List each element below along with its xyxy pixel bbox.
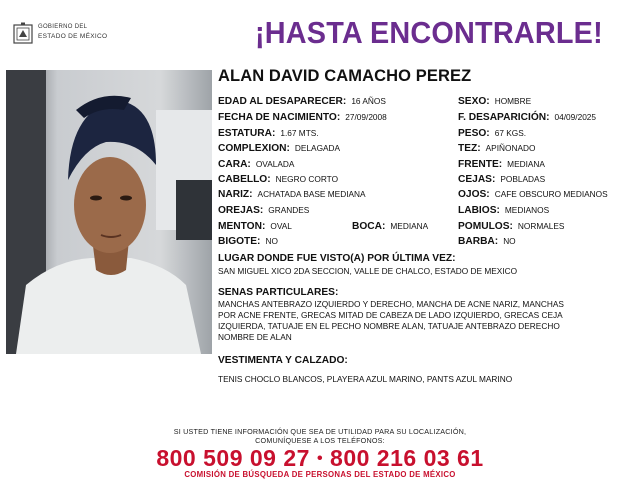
distinguishing-marks-line: NOMBRE DE ALAN [218,332,292,342]
person-photo-icon [6,70,212,354]
field-value: NO [265,236,278,246]
field-cabello [218,174,338,185]
field-value: NO [503,236,516,246]
field-label: LABIOS: [458,205,500,216]
field-bigote [218,236,278,247]
field-value: 04/09/2025 [554,112,597,122]
government-name-line1: GOBIERNO DEL [38,24,88,30]
field-label: EDAD AL DESAPARECER: [218,96,347,107]
distinguishing-marks-line: POR ACNE FRENTE, GRECAS MITAD DE CABEZA DE LADO IZQUIERDO, GRECAS CEJA [218,310,563,320]
person-name: ALAN DAVID CAMACHO PEREZ [218,67,472,85]
field-ojos [458,189,608,200]
field-label: CARA: [218,159,251,170]
field-orejas [218,205,309,216]
field-labios [458,205,549,216]
field-label: BIGOTE: [218,236,261,247]
field-barba [458,236,516,247]
contact-instructions-line1: SI USTED TIENE INFORMACIÓN QUE SEA DE UTILIDAD PARA SU LOCALIZACIÓN, [173,427,467,436]
field-label: OREJAS: [218,205,264,216]
phone-number-1[interactable]: 800 509 09 27 [156,445,310,471]
field-value: MEDIANA [507,159,545,169]
field-pomulos [458,221,564,232]
field-label: CABELLO: [218,174,271,185]
commission-name: COMISIÓN DE BÚSQUEDA DE PERSONAS DEL ESTADO DE MÉXICO [184,470,456,479]
last-seen-title: LUGAR DONDE FUE VISTO(A) POR ÚLTIMA VEZ: [218,253,456,264]
field-peso [458,128,526,139]
field-label: CEJAS: [458,174,496,185]
field-value: POBLADAS [500,174,546,184]
field-value: HOMBRE [494,96,532,106]
field-value: CAFE OBSCURO MEDIANOS [494,189,608,199]
distinguishing-marks-title: SENAS PARTICULARES: [218,287,339,298]
field-label: BOCA: [352,221,386,232]
field-estatura [218,128,319,139]
field-label: OJOS: [458,189,490,200]
field-value: ACHATADA BASE MEDIANA [257,189,366,199]
contact-instructions-line2: COMUNÍQUESE A LOS TELÉFONOS: [255,436,385,445]
government-name-line2: ESTADO DE MÉXICO [38,33,108,40]
phone-numbers [0,445,640,472]
field-label: PESO: [458,128,490,139]
field-cara [218,159,294,170]
field-nariz [218,189,366,200]
field-label: FECHA DE NACIMIENTO: [218,112,341,123]
field-cejas [458,174,545,185]
field-sexo [458,96,531,107]
field-value: DELAGADA [294,143,341,153]
phone-separator: • [316,450,324,467]
field-label: BARBA: [458,236,499,247]
state-seal-icon [12,22,34,46]
clothing-description: TENIS CHOCLO BLANCOS, PLAYERA AZUL MARINO, PANTS AZUL MARINO [218,374,513,384]
clothing-title: VESTIMENTA Y CALZADO: [218,355,348,366]
contact-instructions [0,427,640,445]
missing-person-photo [6,70,212,354]
field-label: SEXO: [458,96,490,107]
field-complexion [218,143,340,154]
field-value: NORMALES [517,221,565,231]
field-frente [458,159,545,170]
field-label: F. DESAPARICIÓN: [458,112,550,123]
last-seen-location: SAN MIGUEL XICO 2DA SECCION, VALLE DE CHALCO, ESTADO DE MEXICO [218,266,518,276]
field-desaparicion [458,112,596,123]
field-value: MEDIANA [390,221,429,231]
field-value: 67 KGS. [494,128,527,138]
field-value: GRANDES [268,205,310,215]
field-value: MEDIANOS [504,205,550,215]
distinguishing-marks-line: MANCHAS ANTEBRAZO IZQUIERDO Y DERECHO, MANCHA DE ACNE NARIZ, MANCHAS [218,299,564,309]
field-label: TEZ: [458,143,481,154]
field-tez [458,143,535,154]
field-nacimiento [218,112,387,123]
field-value: OVALADA [255,159,295,169]
distinguishing-marks-line: IZQUIERDA, TATUAJE EN EL PECHO NOMBRE ALAN, TATUAJE ANTEBRAZO DERECHO [218,321,560,331]
field-label: ESTATURA: [218,128,276,139]
field-boca [352,221,428,232]
field-value: 27/09/2008 [345,112,387,122]
field-value: NEGRO CORTO [275,174,339,184]
field-label: POMULOS: [458,221,513,232]
field-menton [218,221,292,232]
field-value: OVAL [270,221,292,231]
field-label: COMPLEXION: [218,143,290,154]
field-value: 1.67 MTS. [280,128,319,138]
government-logo [12,22,122,46]
field-label: FRENTE: [458,159,503,170]
field-value: 16 AÑOS [351,96,386,106]
field-label: NARIZ: [218,189,253,200]
phone-number-2[interactable]: 800 216 03 61 [330,445,484,471]
field-edad [218,96,386,107]
field-label: MENTON: [218,221,266,232]
field-value: APIÑONADO [485,143,536,153]
poster-headline: ¡HASTA ENCONTRARLE! [255,15,603,50]
